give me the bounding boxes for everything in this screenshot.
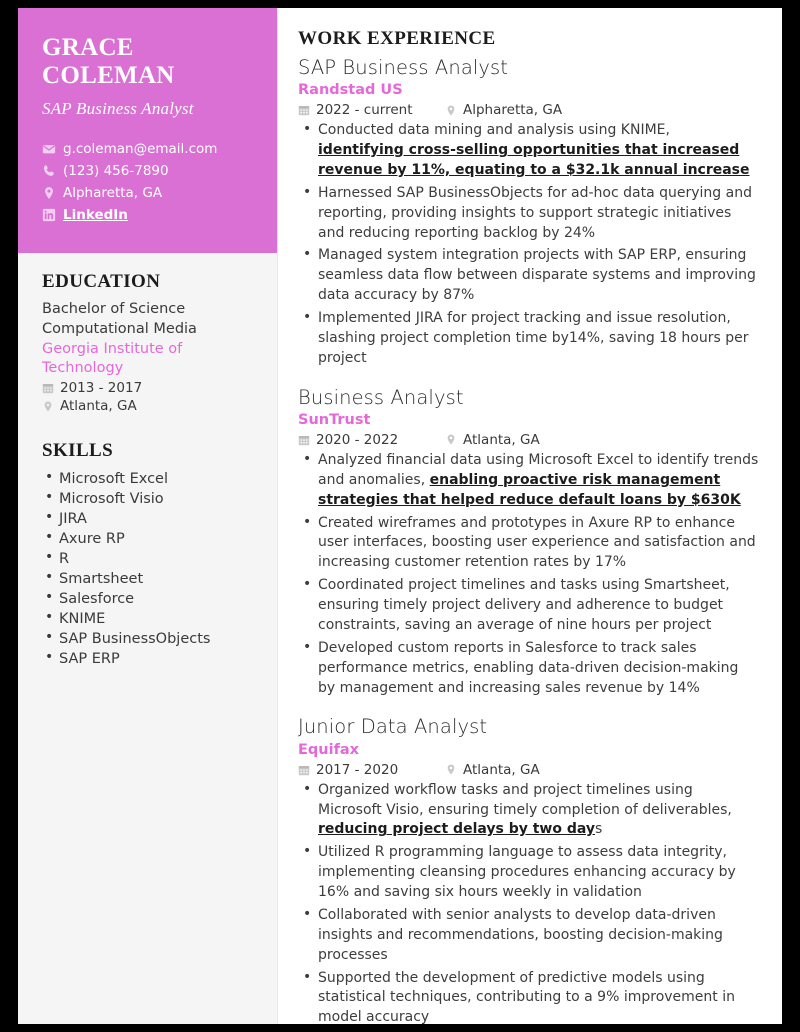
job-entry	[298, 386, 760, 699]
linkedin-icon	[42, 208, 56, 222]
job-title: SAP Business Analyst	[298, 56, 509, 79]
work-experience-heading: WORK EXPERIENCE	[298, 28, 496, 49]
list-item: • R	[42, 549, 253, 569]
contact-phone[interactable]	[42, 163, 253, 179]
location-pin-icon	[445, 104, 457, 117]
education-degree-line1: Bachelor of Science	[42, 301, 186, 317]
location-pin-icon	[42, 400, 54, 413]
resume-page	[18, 8, 782, 1024]
envelope-icon	[42, 142, 56, 156]
bullet-text: Analyzed financial data using Microsoft Excel to identify trends and anomalies,	[318, 451, 759, 488]
job-dates-value: 2022 - current	[316, 102, 413, 119]
candidate-name-line1: GRACE	[42, 34, 134, 61]
education-school: Georgia Institute of Technology	[42, 341, 183, 377]
contact-value: Alpharetta, GA	[63, 185, 163, 201]
education-section	[42, 271, 253, 414]
bullet-emphasis: reducing project delays by two day	[318, 821, 596, 838]
main-column	[278, 8, 782, 1024]
job-location	[445, 432, 540, 448]
bullet-text: Managed system integration projects with SAP ERP, ensuring seamless data flow between disparate systems and improving data accuracy by 87%	[318, 247, 756, 304]
calendar-icon	[298, 763, 310, 776]
bullet-text: Harnessed SAP BusinessObjects for ad-hoc data querying and reporting, providing insights to support strategic initiatives and reducing reporting backlog by 24%	[318, 184, 752, 241]
job-company: SunTrust	[298, 412, 371, 429]
bullet-text: Utilized R programming language to assess data integrity, implementing cleansing procedures enhancing accuracy by 16% and saving six hours weekly in validation	[318, 844, 736, 901]
list-item	[298, 781, 760, 841]
hero-header	[18, 8, 277, 253]
job-meta	[298, 432, 760, 448]
job-title: Business Analyst	[298, 385, 464, 409]
contact-linkedin[interactable]	[42, 207, 253, 223]
job-bullets	[298, 451, 760, 699]
education-location	[42, 398, 253, 414]
job-company: Randstad US	[298, 82, 403, 99]
bullet-text: Created wireframes and prototypes in Axure RP to enhance user interfaces, boosting user experience and satisfaction and increasing customer retention rates by 17%	[318, 514, 756, 571]
skills-section	[42, 440, 253, 669]
calendar-icon	[298, 433, 310, 446]
education-dates-value: 2013 - 2017	[60, 380, 143, 397]
job-title: Junior Data Analyst	[298, 715, 488, 739]
list-item: • KNIME	[42, 609, 253, 629]
job-location	[445, 762, 540, 778]
skills-list	[42, 469, 253, 669]
bullet-text: Implemented JIRA for project tracking and issue resolution, slashing project completion time by14%, saving 18 hours per project	[318, 310, 749, 366]
candidate-role: SAP Business Analyst	[42, 99, 194, 118]
education-dates	[42, 380, 253, 396]
bullet-emphasis: identifying cross-selling opportunities that increased revenue by 11%, equating to a $32.1k annual increase	[318, 142, 750, 178]
job-dates-value: 2020 - 2022	[316, 431, 399, 448]
list-item	[298, 514, 760, 574]
sidebar	[18, 8, 278, 1024]
job-company: Equifax	[298, 741, 360, 758]
list-item	[298, 843, 760, 903]
sidebar-body	[18, 253, 277, 669]
job-location-value: Alpharetta, GA	[463, 102, 563, 119]
bullet-text: Conducted data mining and analysis using KNIME,	[318, 122, 670, 139]
calendar-icon	[298, 104, 310, 117]
job-meta	[298, 762, 760, 778]
list-item: • SAP ERP	[42, 649, 253, 669]
bullet-text: Collaborated with senior analysts to develop data-driven insights and recommendations, boosting decision-making processes	[318, 906, 723, 963]
education-heading: EDUCATION	[42, 271, 161, 292]
job-bullets	[298, 781, 760, 1024]
list-item	[298, 451, 760, 511]
calendar-icon	[42, 382, 54, 395]
bullet-text: Coordinated project timelines and tasks using Smartsheet, ensuring timely project delivery and adherence to budget constraints, saving an average of nine hours per project	[318, 577, 730, 633]
list-item	[298, 906, 760, 966]
job-location	[445, 102, 562, 118]
job-meta	[298, 102, 760, 118]
bullet-emphasis: enabling proactive risk management strategies that helped reduce default loans by $630K	[318, 471, 741, 508]
job-location-value: Atlanta, GA	[463, 761, 540, 778]
list-item: • Salesforce	[42, 589, 253, 609]
job-entry	[298, 715, 760, 1024]
bullet-text: Supported the development of predictive models using statistical techniques, contributing to a 9% improvement in model accuracy	[318, 969, 735, 1024]
job-entry	[298, 56, 760, 369]
job-bullets	[298, 121, 760, 369]
bullet-text: Organized workflow tasks and project timelines using Microsoft Visio, ensuring timely completion of deliverables,	[318, 781, 732, 818]
list-item: • Smartsheet	[42, 569, 253, 589]
phone-icon	[42, 164, 56, 178]
location-pin-icon	[445, 763, 457, 776]
candidate-name	[42, 34, 253, 90]
list-item: • Axure RP	[42, 529, 253, 549]
job-location-value: Atlanta, GA	[463, 431, 540, 448]
contact-value: LinkedIn	[63, 207, 128, 223]
contact-value: (123) 456-7890	[63, 163, 169, 179]
list-item	[298, 246, 760, 306]
job-dates	[298, 432, 445, 448]
list-item	[298, 969, 760, 1024]
jobs-container	[298, 56, 760, 1024]
contact-location	[42, 185, 253, 201]
contact-value: g.coleman@email.com	[63, 141, 218, 157]
education-degree-line2: Computational Media	[42, 320, 197, 337]
list-item	[298, 576, 760, 636]
education-location-value: Atlanta, GA	[60, 398, 137, 415]
location-pin-icon	[445, 433, 457, 446]
list-item	[298, 639, 760, 699]
list-item	[298, 309, 760, 369]
contact-email[interactable]	[42, 141, 253, 157]
candidate-name-line2: COLEMAN	[42, 62, 175, 89]
job-dates-value: 2017 - 2020	[316, 761, 399, 778]
job-dates	[298, 102, 445, 118]
list-item: • SAP BusinessObjects	[42, 629, 253, 649]
list-item: • JIRA	[42, 509, 253, 529]
skills-heading: SKILLS	[42, 440, 114, 462]
contact-list	[42, 141, 253, 223]
location-pin-icon	[42, 186, 56, 200]
list-item: • Microsoft Visio	[42, 489, 253, 509]
list-item	[298, 184, 760, 244]
bullet-text: s	[595, 821, 603, 838]
bullet-text: Developed custom reports in Salesforce to track sales performance metrics, enabling data-driven decision-making by management and increasing sales revenue by 14%	[318, 639, 739, 696]
job-dates	[298, 762, 445, 778]
list-item	[298, 121, 760, 181]
list-item: • Microsoft Excel	[42, 469, 253, 489]
